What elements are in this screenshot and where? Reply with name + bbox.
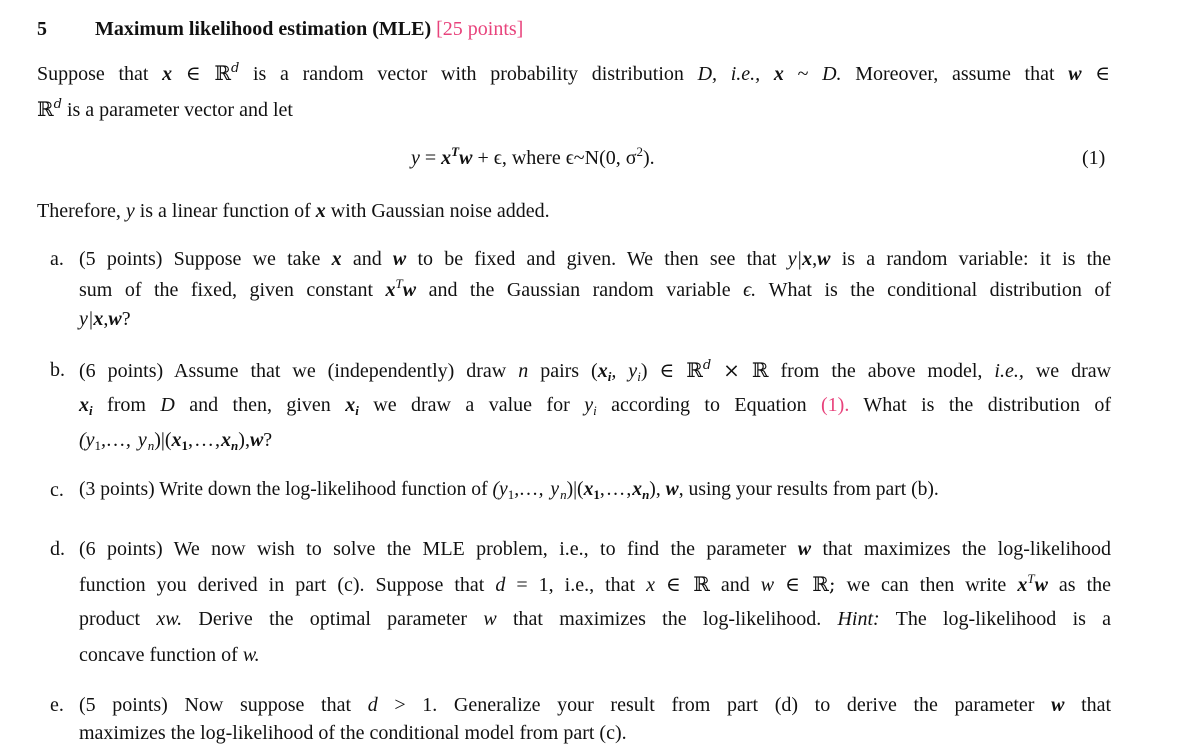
text-fragment: i — [607, 369, 612, 384]
text-fragment: (5 points) Now suppose that — [79, 694, 352, 716]
text-fragment: and then, given — [189, 394, 331, 416]
text-fragment: 1 — [593, 487, 600, 502]
text-fragment: = — [516, 574, 528, 596]
text-fragment: T — [1027, 571, 1035, 586]
text-fragment: ,…, — [599, 479, 633, 500]
text-fragment: ? — [263, 429, 273, 451]
text-fragment: ). — [643, 147, 655, 169]
text-fragment: (y — [492, 479, 508, 500]
math-in: ∈ — [185, 61, 201, 85]
text-fragment: 2 — [636, 144, 644, 159]
text-fragment: i.e., — [994, 360, 1024, 382]
text-fragment: x — [632, 479, 643, 500]
text-fragment: ), — [238, 429, 250, 451]
part-a-line-2 — [79, 276, 1111, 304]
text-fragment: ∈ ℝ; — [785, 572, 836, 596]
text-fragment: ∈ ℝ — [666, 572, 710, 596]
part-e-line-2: maximizes the log-likelihood of the conditional model from part (c). — [79, 722, 627, 744]
part-b-label: b. — [50, 359, 65, 381]
section-number: 5 — [37, 18, 47, 40]
text-fragment: x — [441, 147, 452, 169]
text-fragment: n — [518, 360, 529, 382]
math-tilde: ~ — [797, 63, 809, 85]
text-fragment: ) — [640, 360, 648, 382]
text-fragment: x — [646, 574, 656, 596]
text-fragment: d — [367, 694, 378, 716]
intro-line-1 — [37, 59, 1110, 88]
text-fragment: x — [345, 394, 356, 416]
math-D: D. — [822, 63, 842, 85]
text-fragment: Hint: — [837, 608, 880, 630]
part-d-line-1 — [79, 535, 1111, 563]
text-fragment: d — [53, 97, 62, 112]
intro-text: Suppose that — [37, 63, 149, 85]
text-fragment: i — [593, 403, 597, 418]
text-fragment: and — [720, 574, 750, 596]
intro-text: Moreover, assume that — [855, 63, 1055, 85]
text-fragment: x — [802, 248, 813, 270]
text-fragment: w — [760, 574, 775, 596]
text-fragment: y| — [79, 308, 94, 330]
text-fragment: to be fixed and given. We then see that — [417, 248, 777, 270]
math-x: x — [162, 63, 173, 85]
section-title: Maximum likelihood estimation (MLE) — [95, 18, 432, 40]
intro-line-2 — [37, 95, 293, 124]
text-fragment: d — [702, 358, 712, 373]
text-fragment: from the above model, — [780, 360, 983, 382]
text-fragment: What is the conditional distribution of — [768, 279, 1112, 301]
text-fragment: > — [394, 694, 406, 716]
text-fragment: ( — [591, 360, 598, 382]
text-fragment: 1 — [181, 438, 189, 453]
text-fragment: w — [483, 608, 497, 630]
text-fragment: × — [723, 358, 740, 382]
text-fragment: w — [402, 279, 417, 301]
text-fragment: (5 points) Suppose we take — [79, 248, 321, 270]
text-fragment: ℝ — [751, 358, 769, 382]
text-fragment: we can then write — [846, 574, 1007, 596]
text-fragment: y — [584, 394, 594, 416]
text-fragment: from — [107, 394, 146, 416]
text-fragment: (y — [79, 429, 95, 451]
text-fragment: ,…, y — [101, 429, 148, 451]
text-fragment: pairs — [540, 360, 580, 382]
intro-ie: i.e., — [730, 63, 761, 85]
text-fragment: ∈ — [659, 358, 675, 382]
text-fragment: x — [79, 394, 89, 416]
text-fragment: i — [355, 403, 359, 418]
text-fragment: What is the distribution of — [863, 394, 1112, 416]
math-w: w — [1068, 63, 1082, 85]
text-fragment: according to Equation — [611, 394, 807, 416]
equation-number: (1) — [1082, 147, 1106, 169]
text-fragment: n — [231, 438, 239, 453]
text-fragment: and the Gaussian random variable — [428, 279, 731, 301]
section-heading — [37, 15, 523, 43]
text-fragment: i — [637, 369, 641, 384]
text-fragment: xw. — [156, 608, 183, 630]
text-fragment: w — [392, 248, 407, 270]
text-fragment: T — [395, 276, 403, 291]
text-fragment: x — [331, 248, 342, 270]
eq-y: y — [411, 147, 420, 169]
text-fragment: with Gaussian noise added. — [330, 200, 550, 222]
text-fragment: we draw a value for — [373, 394, 570, 416]
part-b-line-3 — [79, 426, 272, 454]
text-fragment: w — [797, 538, 812, 560]
text-fragment: )|( — [154, 429, 172, 451]
text-fragment: x — [171, 429, 182, 451]
part-e-line-1 — [79, 691, 1111, 719]
text-fragment: x — [1017, 574, 1028, 596]
eq-xT — [441, 144, 460, 169]
part-d-line-4 — [79, 641, 260, 669]
text-fragment: + ϵ, — [472, 147, 512, 169]
text-fragment: w — [817, 248, 831, 270]
text-fragment: that maximizes the log-likelihood — [822, 538, 1112, 560]
part-d-line-3 — [79, 605, 1111, 633]
text-fragment: is a random variable: it is the — [841, 248, 1112, 270]
text-fragment: x — [583, 479, 594, 500]
text-fragment: D — [160, 394, 175, 416]
text-fragment: ,…, — [188, 429, 222, 451]
math-x: x — [773, 63, 784, 85]
text-fragment: )|( — [566, 479, 584, 500]
text-fragment: n — [560, 487, 567, 502]
part-a-line-1 — [79, 245, 1111, 273]
text-fragment: sum of the fixed, given constant — [79, 279, 374, 301]
part-c-line-1 — [79, 476, 939, 504]
part-d-label: d. — [50, 538, 65, 560]
text-fragment: = — [419, 147, 442, 169]
math-in: ∈ — [1095, 61, 1111, 85]
text-fragment: 1 — [507, 487, 515, 502]
text-fragment: , — [812, 248, 818, 270]
text-fragment: w — [249, 429, 264, 451]
text-fragment: i — [89, 403, 93, 418]
text-fragment: The log-likelihood is a — [895, 608, 1112, 630]
text-fragment: Generalize your result from part (d) to derive the parameter — [453, 694, 1035, 716]
eq-where: where — [511, 147, 561, 169]
math-Rd — [214, 61, 239, 85]
text-fragment: ? — [121, 308, 131, 330]
text-fragment: , — [103, 308, 109, 330]
text-fragment: x — [597, 360, 608, 382]
intro-text: is a random vector with probability distribution — [252, 63, 684, 85]
points-badge: [25 points] — [436, 18, 524, 40]
text-fragment: 1, i.e., that — [538, 574, 636, 596]
part-a-label: a. — [50, 248, 64, 270]
text-fragment: as the — [1058, 574, 1112, 596]
text-fragment: is a linear function of — [139, 200, 311, 222]
part-c-label: c. — [50, 479, 64, 501]
eq-w: w — [459, 147, 473, 169]
text-fragment: w — [665, 479, 679, 500]
text-fragment: (3 points) Write down the log-likelihood function of — [79, 479, 488, 500]
text-fragment: d — [230, 61, 240, 76]
therefore-line — [37, 197, 550, 225]
text-fragment: ℝ — [214, 61, 231, 85]
text-fragment: that maximizes the log-likelihood. — [513, 608, 822, 630]
text-fragment: ϵ~N(0, σ — [560, 147, 637, 169]
text-fragment: y — [125, 200, 135, 222]
text-fragment: n — [147, 438, 155, 453]
text-fragment: ϵ. — [743, 279, 757, 301]
text-fragment: Therefore, — [37, 200, 121, 222]
text-fragment: 1 — [94, 438, 102, 453]
text-fragment: ℝ — [37, 97, 54, 121]
text-fragment: x — [93, 308, 104, 330]
text-fragment: T — [451, 144, 460, 159]
text-fragment: , using your results from part (b). — [678, 479, 939, 500]
text-fragment: Derive the optimal parameter — [198, 608, 468, 630]
text-fragment: w. — [242, 644, 260, 666]
equation-1 — [411, 144, 655, 172]
text-fragment: , y — [611, 360, 638, 382]
text-fragment: y| — [787, 248, 803, 270]
text-fragment: (6 points) We now wish to solve the MLE problem, i.e., to find the parameter — [79, 538, 787, 560]
text-fragment: function you derived in part (c). Suppose that — [79, 574, 485, 596]
text-fragment: x — [385, 279, 396, 301]
text-fragment: ), — [649, 479, 661, 500]
text-fragment: x — [315, 200, 326, 222]
text-fragment: product — [79, 608, 141, 630]
part-b-line-2 — [79, 391, 1111, 419]
text-fragment: w — [1034, 574, 1048, 596]
equation-ref-link[interactable]: (1). — [821, 394, 850, 416]
text-fragment: n — [642, 487, 650, 502]
math-D: D, — [697, 63, 718, 85]
text-fragment: we draw — [1035, 360, 1112, 382]
text-fragment: ,…, y — [514, 479, 561, 500]
part-d-line-2 — [79, 570, 1111, 599]
part-a-line-3 — [79, 305, 131, 333]
text-fragment: ℝ — [686, 358, 703, 382]
math-Rd — [37, 97, 62, 121]
text-fragment: (6 points) Assume that we (independently) draw — [79, 360, 507, 382]
part-e-label: e. — [50, 694, 64, 716]
text-fragment: d — [495, 574, 506, 596]
text-fragment: w — [108, 308, 122, 330]
text-fragment: w — [1051, 694, 1065, 716]
text-fragment: x — [221, 429, 232, 451]
text-fragment: and — [352, 248, 382, 270]
intro-text: is a parameter vector and let — [66, 99, 293, 121]
text-fragment: 1. — [422, 694, 438, 716]
text-fragment: that — [1081, 694, 1112, 716]
part-b-line-1 — [79, 356, 1111, 385]
text-fragment: concave function of — [79, 644, 238, 666]
